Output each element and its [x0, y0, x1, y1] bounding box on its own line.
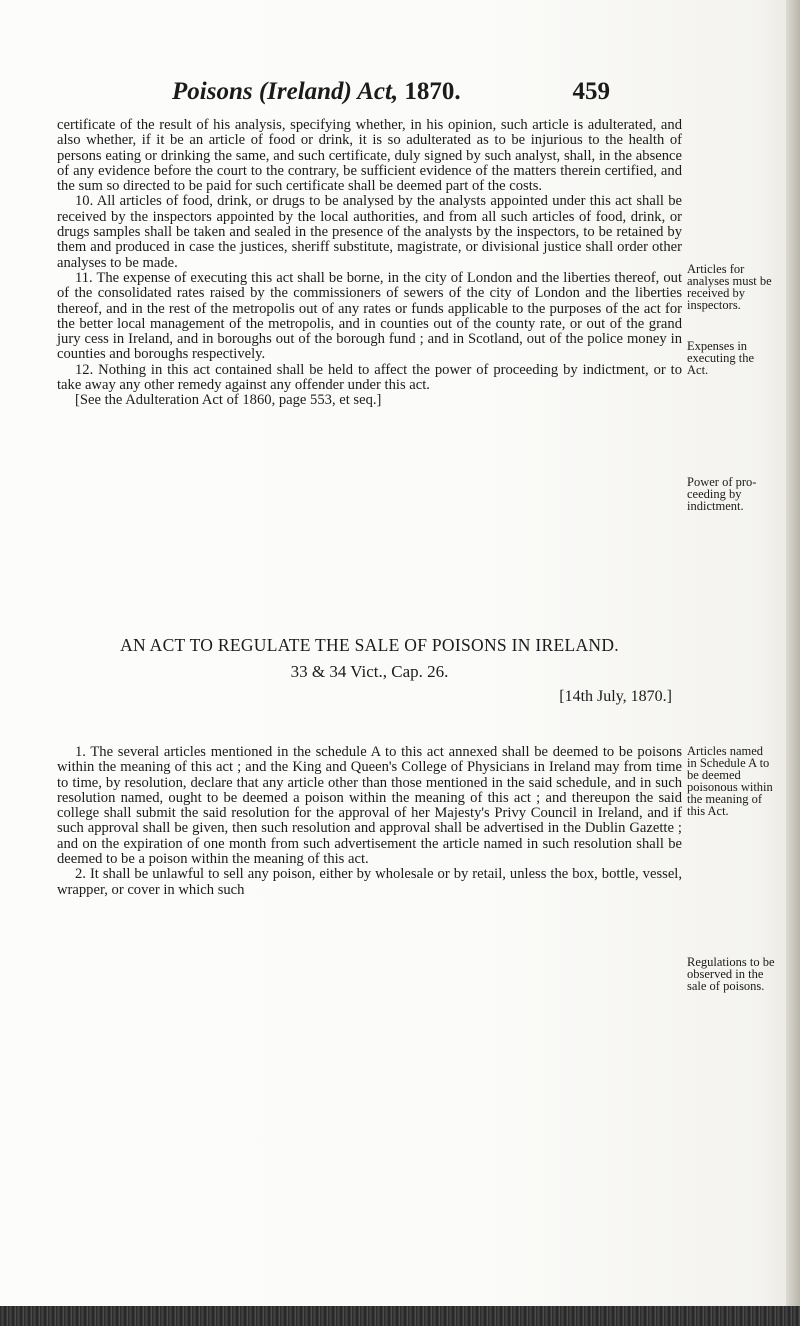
page-number: 459	[572, 78, 610, 105]
running-title-text: Poisons (Ireland) Act,	[172, 78, 399, 105]
act-chapter: 33 & 34 Vict., Cap. 26.	[290, 662, 449, 681]
sidenote-expenses: Expenses in executing the Act.	[687, 339, 754, 377]
section-2: 2. It shall be unlawful to sell any poison, either by wholesale or by retail, unless the box, bottle, vessel, wrapper, or cover in which such	[57, 866, 682, 898]
paragraph-10: 10. All articles of food, drink, or drugs to be analysed by the analysts appointed under this act shall be received by the inspectors appointed by the local authorities, and from all such articles of food, drink, or drugs samples shall be taken and sealed in the presence of the analysts by the inspectors, to be retained by them and produced in case the justices, sheriff substitute, magistrate, or divisional justice shall order other analyses to be made.	[57, 193, 682, 271]
act-date: [14th July, 1870.]	[559, 688, 672, 705]
act-heading: AN ACT TO REGULATE THE SALE OF POISONS IN IRELAND.	[120, 635, 619, 655]
section-1: 1. The several articles mentioned in the schedule A to this act annexed shall be deemed to be poisons within the meaning of this act ; and the King and Queen's College of Physicians in Ireland may from time to time, by resolution, declare that any article other than those mentioned in the said schedule, and in such resolution named, ought to be deemed a poison within the meaning of this act ; and thereupon the said college shall submit the said resolution for the approval of her Majesty's Privy Council in Ireland, and if such approval shall be given, then such resolution and approval shall be advertised in the Dublin Gazette ; and on the expiration of one month from such advertisement the article named in such resolution shall be deemed to be a poison within the meaning of this act.	[57, 744, 682, 868]
running-title	[172, 78, 461, 106]
page-header	[160, 78, 610, 108]
sidenote-articles-for-analyses: Articles for analyses must be received by inspectors.	[687, 262, 772, 312]
sidenote-power-of-proceeding: Power of pro- ceeding by indictment.	[687, 475, 757, 513]
sidenote-regulations: Regulations to be observed in the sale of poisons.	[687, 955, 775, 993]
page-spine-edge	[786, 0, 800, 1326]
reference-note: [See the Adulteration Act of 1860, page 553, et seq.]	[75, 392, 382, 409]
new-act-text	[57, 745, 682, 898]
page-bottom-edge	[0, 1306, 800, 1326]
act-title-block	[57, 632, 682, 706]
paragraph-12: 12. Nothing in this act contained shall be held to affect the power of proceeding by indictment, or to take away any other remedy against any offender under this act.	[57, 361, 682, 394]
paragraph-11: 11. The expense of executing this act shall be borne, in the city of London and the liberties thereof, out of the consolidated rates raised by the commissioners of sewers of the city of London and the liberties thereof, and in the rest of the metropolis out of any rates or funds applicable to the purposes of the act for the better local management of the metropolis, and in counties out of the county rate, or out of the grand jury cess in Ireland, and in boroughs out of the borough fund ; and in Scotland, out of the police money in counties and boroughs respectively.	[57, 269, 682, 363]
sidenote-articles-named: Articles named in Schedule A to be deemed poisonous within the meaning of this Act.	[687, 744, 773, 818]
paragraph-continuation: certificate of the result of his analysis, specifying whether, in his opinion, such article is adulterated, and also whether, if it be an article of food or drink, it is so adulterated as to be injurious to the health of persons eating or drinking the same, and such certificate, duly signed by such analyst, shall, in the absence of any evidence before the court to the contrary, be sufficient evidence of the matters therein certified, and the sum so directed to be paid for such certificate shall be deemed part of the costs.	[57, 117, 682, 195]
running-title-year: 1870.	[404, 78, 461, 105]
previous-act-text	[57, 118, 682, 409]
